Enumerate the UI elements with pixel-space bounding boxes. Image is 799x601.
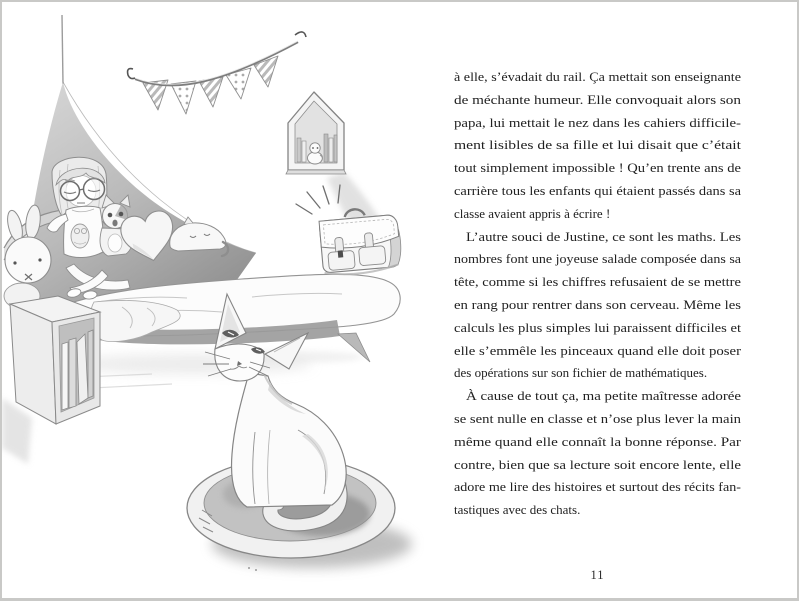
text-line: carrière tous les enfants qui étaient passés dans sa bbox=[454, 182, 741, 198]
satchel-clasp bbox=[338, 250, 344, 257]
text-line: des opérations sur son fichier de mathématiques. bbox=[454, 365, 708, 381]
text-line: À cause de tout ça, ma petite maîtresse adorée bbox=[466, 388, 741, 404]
floor-shadow bbox=[62, 351, 362, 388]
text-line: se sent nulle en classe et n’ose plus lever la main bbox=[454, 410, 741, 426]
text-line: classe avaient appris à écrire ! bbox=[454, 205, 611, 221]
garland-pin-left bbox=[128, 69, 135, 79]
page-number: 11 bbox=[590, 568, 605, 582]
text-line: tout simplement impossible ! Qu’en trente ans de bbox=[454, 160, 741, 176]
bedroom-illustration bbox=[2, 2, 442, 599]
text-line: papa, lui mettait le nez dans les cahiers difficile- bbox=[454, 114, 741, 130]
text-line: tête, comme si les chiffres refusaient de se mettre bbox=[454, 274, 741, 290]
text-line: contre, bien que sa lecture soit encore lente, elle bbox=[454, 456, 741, 472]
cat-body bbox=[232, 373, 347, 507]
house-shelf bbox=[286, 92, 346, 174]
bird-figurine bbox=[308, 143, 323, 164]
text-line: même quand elle connaît la bonne réponse. Par bbox=[454, 433, 741, 449]
text-line: calculs les plus simples lui paraissent difficiles et bbox=[454, 319, 741, 335]
text-line: de méchante humeur. Elle convoquait alors son bbox=[454, 91, 741, 107]
text-line: en rang pour rentrer dans son cerveau. Même les bbox=[454, 296, 741, 312]
text-line: elle s’emmêle les pinceaux quand elle doit poser bbox=[454, 342, 741, 358]
text-line: à elle, s’évadait du rail. Ça mettait son enseignante bbox=[454, 69, 741, 84]
owl-print bbox=[71, 224, 89, 248]
text-column bbox=[454, 66, 741, 522]
pennant-garland bbox=[128, 32, 306, 114]
text-line: nombres font une joyeuse salade composée dans sa bbox=[454, 251, 741, 267]
satchel-pocket bbox=[359, 246, 386, 266]
pencil-dots bbox=[248, 567, 257, 571]
text-line: ment lisibles de sa fille et lui disait que c’était bbox=[454, 137, 741, 153]
text-line: L’autre souci de Justine, ce sont les maths. Les bbox=[466, 228, 741, 244]
text-line: adore me lire des histoires et surtout des récits fan- bbox=[454, 479, 741, 495]
garland-pin-right bbox=[295, 32, 306, 37]
text-line: tastiques avec des chats. bbox=[454, 502, 581, 518]
cube-bookshelf bbox=[2, 296, 100, 464]
